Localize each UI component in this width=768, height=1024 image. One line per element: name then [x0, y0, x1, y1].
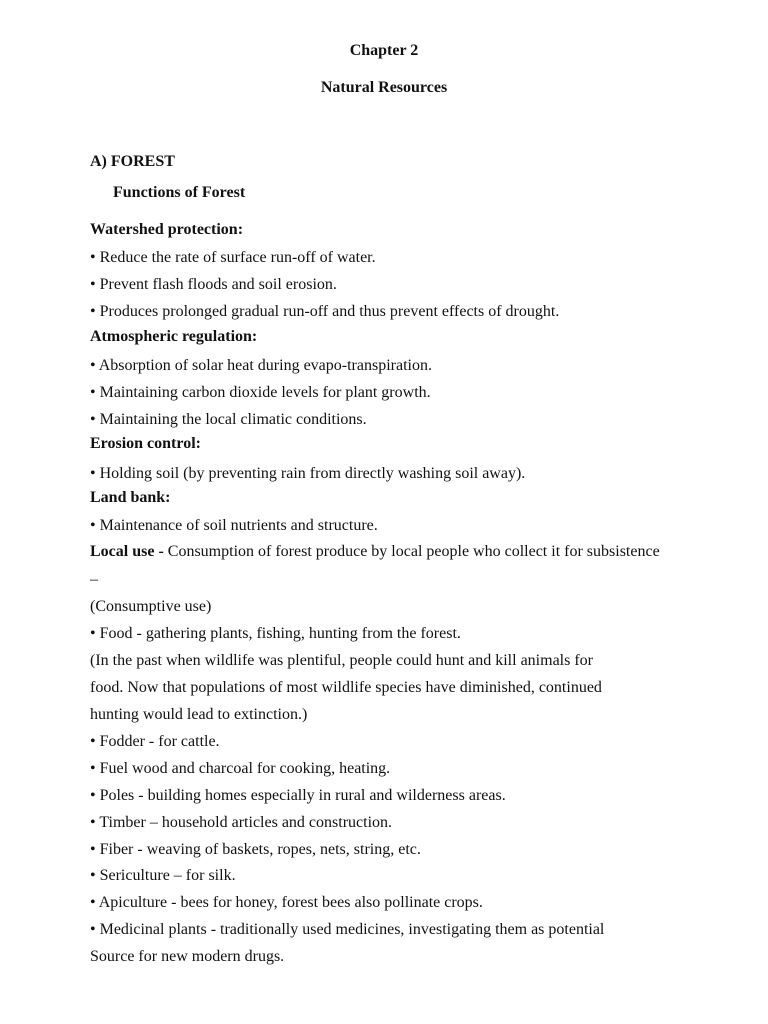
- note-line: food. Now that populations of most wildlife species have diminished, continued: [90, 679, 602, 696]
- localuse-heading: Local use -: [90, 543, 164, 560]
- landbank-heading: Land bank:: [90, 489, 171, 506]
- list-item: • Sericulture – for silk.: [90, 867, 236, 884]
- section-heading: A) FOREST: [90, 153, 175, 170]
- list-item: • Poles - building homes especially in rural and wilderness areas.: [90, 787, 506, 804]
- list-item: • Maintaining carbon dioxide levels for plant growth.: [90, 384, 431, 401]
- list-item: • Reduce the rate of surface run-off of water.: [90, 249, 376, 266]
- list-item: • Apiculture - bees for honey, forest bees also pollinate crops.: [90, 894, 483, 911]
- section-subheading: Functions of Forest: [113, 184, 246, 201]
- list-item: • Food - gathering plants, fishing, hunting from the forest.: [90, 625, 461, 642]
- note-line: (In the past when wildlife was plentiful, people could hunt and kill animals for: [90, 652, 593, 669]
- list-item: • Maintaining the local climatic conditions.: [90, 411, 367, 428]
- localuse-paragraph: [90, 542, 660, 562]
- list-item: • Fuel wood and charcoal for cooking, heating.: [90, 760, 391, 777]
- list-item: • Absorption of solar heat during evapo-transpiration.: [90, 357, 432, 374]
- watershed-heading: Watershed protection:: [90, 221, 244, 238]
- localuse-dash: –: [90, 571, 98, 588]
- atmospheric-heading: Atmospheric regulation:: [90, 328, 258, 345]
- list-item: • Timber – household articles and construction.: [90, 814, 393, 831]
- page-title: Natural Resources: [320, 79, 448, 96]
- list-item: • Prevent flash floods and soil erosion.: [90, 276, 337, 293]
- list-item: • Holding soil (by preventing rain from directly washing soil away).: [90, 465, 526, 482]
- list-item: • Maintenance of soil nutrients and structure.: [90, 517, 378, 534]
- note-line: hunting would lead to extinction.): [90, 706, 308, 723]
- list-item: • Medicinal plants - traditionally used medicines, investigating them as potential: [90, 921, 605, 938]
- erosion-heading: Erosion control:: [90, 435, 201, 452]
- list-item-continuation: Source for new modern drugs.: [90, 948, 285, 965]
- list-item: • Fiber - weaving of baskets, ropes, nets, string, etc.: [90, 841, 421, 858]
- chapter-label: Chapter 2: [349, 42, 419, 59]
- consumptive-label: (Consumptive use): [90, 598, 212, 615]
- localuse-text: Consumption of forest produce by local people who collect it for subsistence: [163, 543, 660, 560]
- list-item: • Fodder - for cattle.: [90, 733, 220, 750]
- list-item: • Produces prolonged gradual run-off and thus prevent effects of drought.: [90, 303, 560, 320]
